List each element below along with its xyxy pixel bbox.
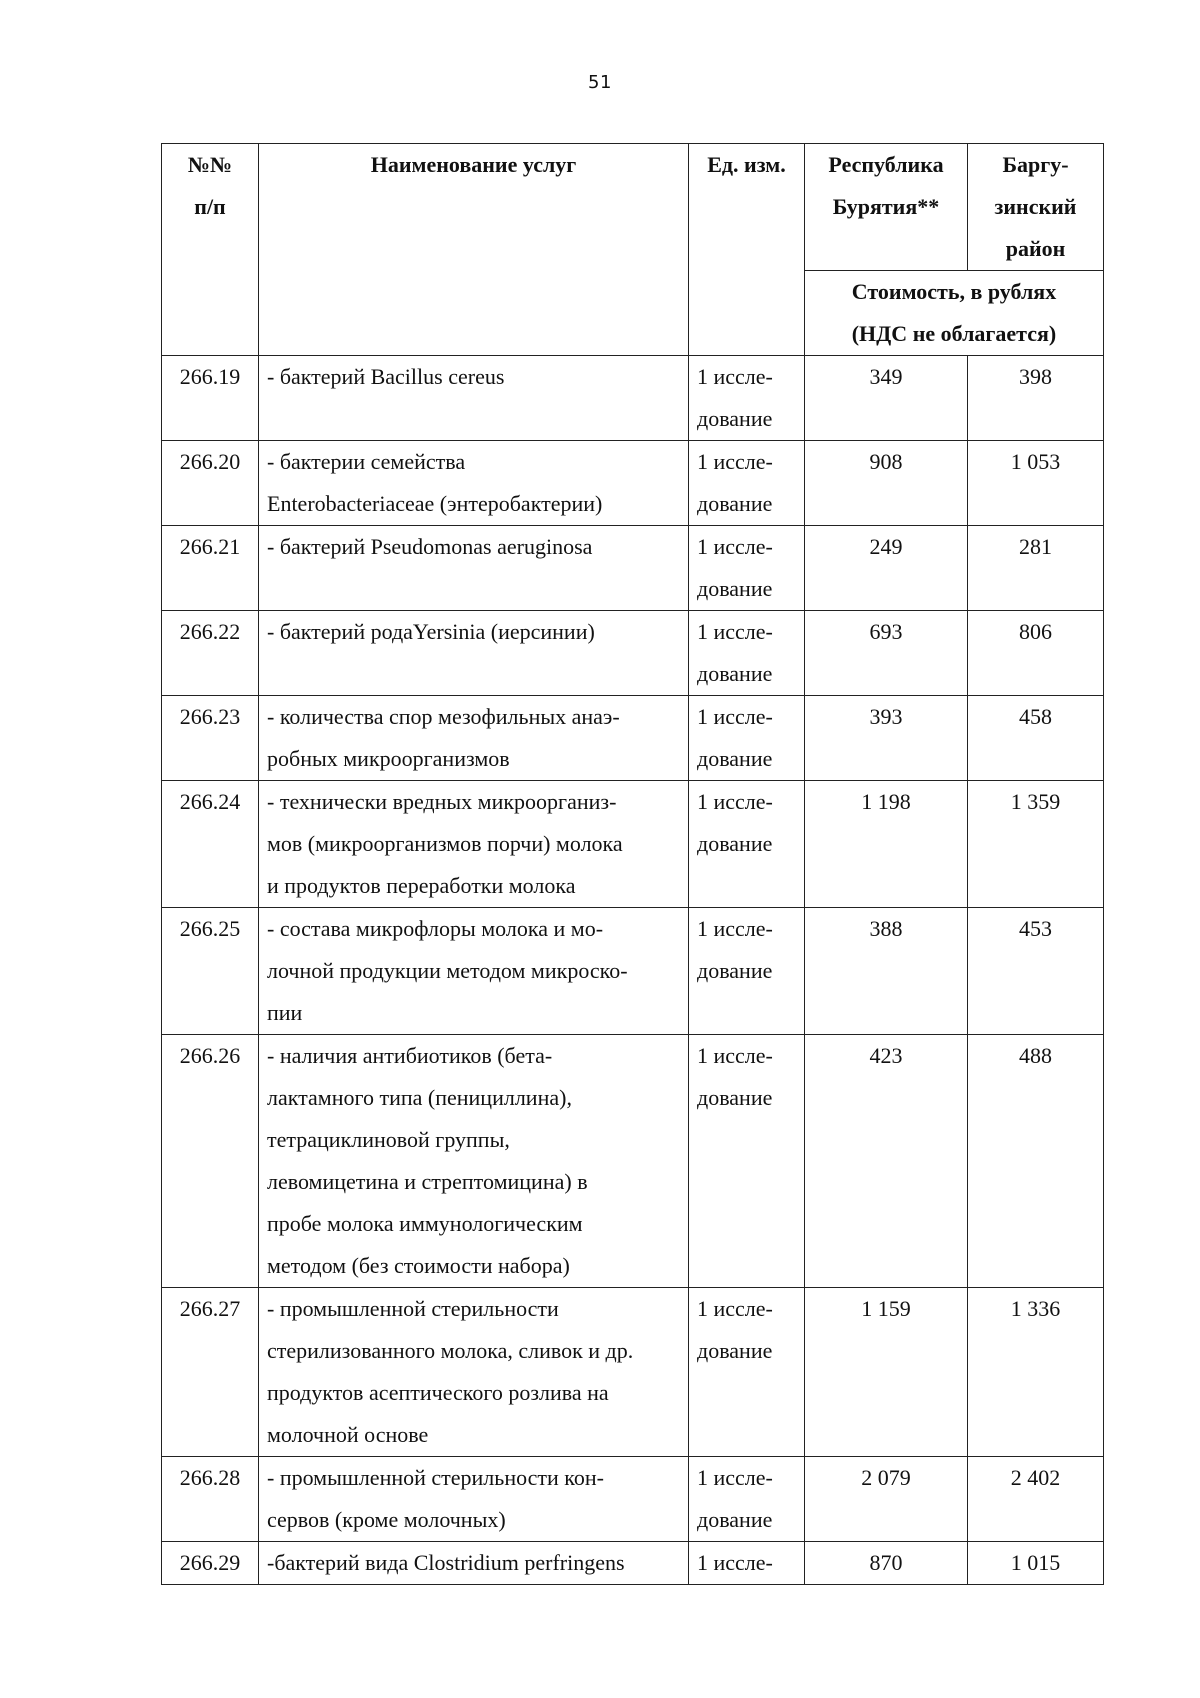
- row-number: 266.24: [162, 781, 259, 908]
- table-body: [162, 356, 1104, 1585]
- row-number: 266.29: [162, 1542, 259, 1585]
- price-district: 806: [968, 611, 1104, 696]
- service-name: - количества спор мезофильных анаэ- робных микроорганизмов: [259, 696, 689, 781]
- price-republic: 423: [805, 1035, 968, 1288]
- header-num: №№ п/п: [162, 144, 259, 356]
- unit-of-measure: 1 иссле-: [689, 1542, 805, 1585]
- table-row: [162, 1288, 1104, 1457]
- row-number: 266.19: [162, 356, 259, 441]
- price-district: 453: [968, 908, 1104, 1035]
- row-number: 266.27: [162, 1288, 259, 1457]
- price-republic: 1 198: [805, 781, 968, 908]
- unit-of-measure: 1 иссле- дование: [689, 696, 805, 781]
- table-row: [162, 1035, 1104, 1288]
- table-row: [162, 526, 1104, 611]
- table-row: [162, 356, 1104, 441]
- service-name: - бактерий Pseudomonas aeruginosa: [259, 526, 689, 611]
- price-district: 1 336: [968, 1288, 1104, 1457]
- table-row: [162, 1542, 1104, 1585]
- service-name: - технически вредных микроорганиз- мов (микроорганизмов порчи) молока и продуктов переработки молока: [259, 781, 689, 908]
- header-cost: Стоимость, в рублях (НДС не облагается): [805, 271, 1104, 356]
- unit-of-measure: 1 иссле- дование: [689, 526, 805, 611]
- price-district: 1 015: [968, 1542, 1104, 1585]
- price-district: 2 402: [968, 1457, 1104, 1542]
- service-name: - бактерий родаYersinia (иерсинии): [259, 611, 689, 696]
- service-name: - наличия антибиотиков (бета- лактамного типа (пенициллина), тетрациклиновой группы, левомицетина и стрептомицина) в пробе молока иммунологическим методом (без стоимости набора): [259, 1035, 689, 1288]
- service-name: - промышленной стерильности кон- сервов (кроме молочных): [259, 1457, 689, 1542]
- row-number: 266.23: [162, 696, 259, 781]
- table-row: [162, 908, 1104, 1035]
- header-district: Баргу- зинский район: [968, 144, 1104, 271]
- unit-of-measure: 1 иссле- дование: [689, 1457, 805, 1542]
- page-number: 51: [588, 72, 612, 93]
- service-name: -бактерий вида Clostridium perfringens: [259, 1542, 689, 1585]
- price-republic: 349: [805, 356, 968, 441]
- row-number: 266.26: [162, 1035, 259, 1288]
- table-row: [162, 1457, 1104, 1542]
- price-republic: 388: [805, 908, 968, 1035]
- table-row: [162, 781, 1104, 908]
- price-republic: 870: [805, 1542, 968, 1585]
- unit-of-measure: 1 иссле- дование: [689, 441, 805, 526]
- table-row: [162, 441, 1104, 526]
- price-district: 1 053: [968, 441, 1104, 526]
- price-district: 488: [968, 1035, 1104, 1288]
- price-republic: 693: [805, 611, 968, 696]
- price-republic: 1 159: [805, 1288, 968, 1457]
- unit-of-measure: 1 иссле- дование: [689, 356, 805, 441]
- unit-of-measure: 1 иссле- дование: [689, 781, 805, 908]
- price-republic: 2 079: [805, 1457, 968, 1542]
- row-number: 266.25: [162, 908, 259, 1035]
- service-name: - бактерии семейства Enterobacteriaceae (энтеробактерии): [259, 441, 689, 526]
- price-republic: 908: [805, 441, 968, 526]
- unit-of-measure: 1 иссле- дование: [689, 908, 805, 1035]
- service-name: - промышленной стерильности стерилизованного молока, сливок и др. продуктов асептического розлива на молочной основе: [259, 1288, 689, 1457]
- service-name: - бактерий Bacillus cereus: [259, 356, 689, 441]
- header-unit: Ед. изм.: [689, 144, 805, 356]
- price-republic: 393: [805, 696, 968, 781]
- price-district: 458: [968, 696, 1104, 781]
- unit-of-measure: 1 иссле- дование: [689, 1035, 805, 1288]
- unit-of-measure: 1 иссле- дование: [689, 611, 805, 696]
- unit-of-measure: 1 иссле- дование: [689, 1288, 805, 1457]
- table-row: [162, 696, 1104, 781]
- table-header: [162, 144, 1104, 356]
- row-number: 266.22: [162, 611, 259, 696]
- service-name: - состава микрофлоры молока и мо- лочной продукции методом микроско- пии: [259, 908, 689, 1035]
- price-republic: 249: [805, 526, 968, 611]
- table-row: [162, 611, 1104, 696]
- row-number: 266.21: [162, 526, 259, 611]
- price-district: 1 359: [968, 781, 1104, 908]
- row-number: 266.28: [162, 1457, 259, 1542]
- header-name: Наименование услуг: [259, 144, 689, 356]
- price-table: [161, 143, 1104, 1585]
- row-number: 266.20: [162, 441, 259, 526]
- price-district: 281: [968, 526, 1104, 611]
- price-district: 398: [968, 356, 1104, 441]
- header-republic: Республика Бурятия**: [805, 144, 968, 271]
